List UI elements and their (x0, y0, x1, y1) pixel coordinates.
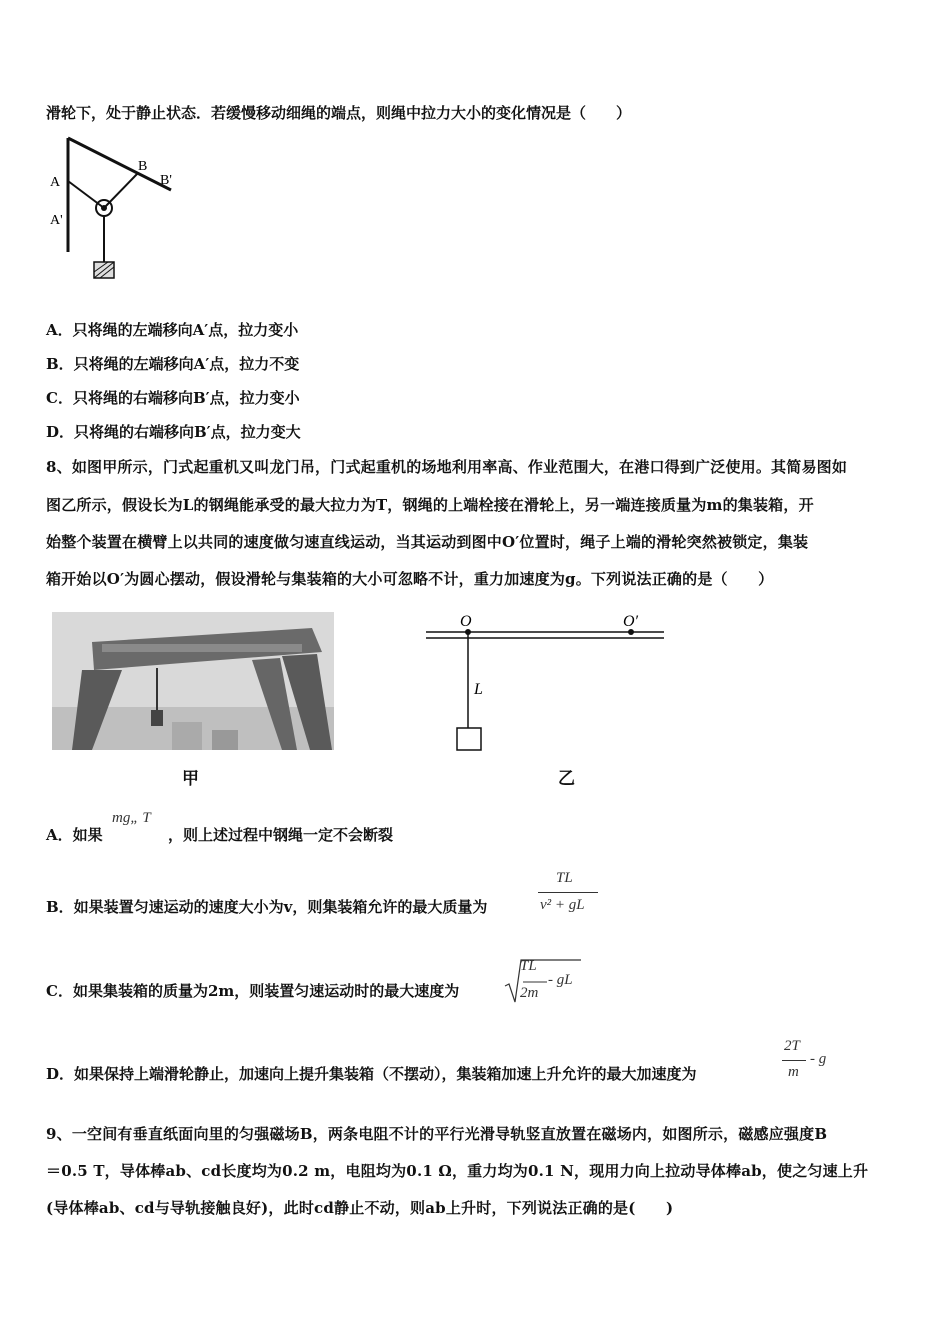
gantry-crane-photo (52, 612, 334, 750)
q7-option-a: A．只将绳的左端移向A′点，拉力变小 (46, 321, 299, 339)
label-L: L (474, 681, 483, 698)
q8-option-b-fraction-bar (538, 892, 598, 893)
q8-option-b-numerator: TL (556, 870, 573, 886)
q7-option-d: D．只将绳的右端移向B′点，拉力变大 (46, 423, 301, 441)
q8-option-d-denominator: m (788, 1064, 799, 1080)
q9-stem-line-2: ＝0.5 T，导体棒ab、cd长度均为0.2 m，电阻均为0.1 Ω，重力均为0.1 N，现用力向上拉动导体棒ab，使之匀速上升 (46, 1162, 869, 1180)
q8-option-c-denominator: 2m (520, 985, 539, 1001)
q7-stem-tail: 滑轮下，处于静止状态．若缓慢移动细绳的端点，则绳中拉力大小的变化情况是（ ） (46, 104, 632, 122)
label-A: A (50, 175, 61, 190)
label-O: O (460, 613, 472, 630)
q8-option-b-denominator: v² + gL (540, 897, 585, 913)
label-B-prime: B' (160, 173, 172, 188)
q8-option-b: B．如果装置匀速运动的速度大小为v，则集装箱允许的最大质量为 (46, 898, 488, 916)
q8-option-a-formula: mg„ T (112, 810, 151, 826)
q7-option-b: B．只将绳的左端移向A′点，拉力不变 (46, 355, 300, 373)
q8-option-c-tail: - gL (548, 972, 573, 988)
q8-option-c: C．如果集装箱的质量为2m，则装置匀速运动时的最大速度为 (46, 982, 460, 1000)
q8-stem-line-1: 8、如图甲所示，门式起重机又叫龙门吊，门式起重机的场地利用率高、作业范围大，在港口得到广泛使用。其简易图如 (46, 458, 848, 476)
q8-stem-line-3: 始整个装置在横臂上以共同的速度做匀速直线运动，当其运动到图中O′位置时，绳子上端的滑轮突然被锁定，集装 (46, 533, 809, 551)
label-A-prime: A' (50, 213, 63, 228)
q8-option-d: D．如果保持上端滑轮静止，加速向上提升集装箱（不摆动），集装箱加速上升允许的最大加速度为 (46, 1065, 697, 1083)
q8-option-d-fraction-bar (782, 1060, 806, 1061)
label-O-prime: O′ (623, 613, 639, 630)
q9-stem-line-3: (导体棒ab、cd与导轨接触良好)，此时cd静止不动，则ab上升时，下列说法正确的是( ) (46, 1199, 674, 1217)
q8-option-d-numerator: 2T (784, 1038, 800, 1054)
q7-pulley-figure (46, 132, 186, 284)
pendulum-schematic (420, 608, 670, 758)
fig-jia-caption: 甲 (182, 769, 199, 789)
q8-stem-line-2: 图乙所示，假设长为L的钢绳能承受的最大拉力为T，钢绳的上端栓接在滑轮上，另一端连接质量为m的集装箱，开 (46, 496, 814, 514)
q9-stem-line-1: 9、一空间有垂直纸面向里的匀强磁场B，两条电阻不计的平行光滑导轨竖直放置在磁场内，如图所示，磁感应强度B (46, 1125, 828, 1143)
q8-option-c-numerator: TL (520, 958, 537, 974)
fig-yi-caption: 乙 (558, 769, 575, 789)
label-B: B (138, 159, 148, 174)
q8-stem-line-4: 箱开始以O′为圆心摆动，假设滑轮与集装箱的大小可忽略不计，重力加速度为g。下列说法正确的是（ ） (46, 570, 774, 588)
q8-option-a-prefix: A．如果 (46, 826, 103, 844)
q8-option-d-tail: - g (810, 1051, 827, 1067)
q7-option-c: C．只将绳的右端移向B′点，拉力变小 (46, 389, 300, 407)
q8-option-a-suffix: ，则上述过程中钢绳一定不会断裂 (168, 826, 394, 844)
